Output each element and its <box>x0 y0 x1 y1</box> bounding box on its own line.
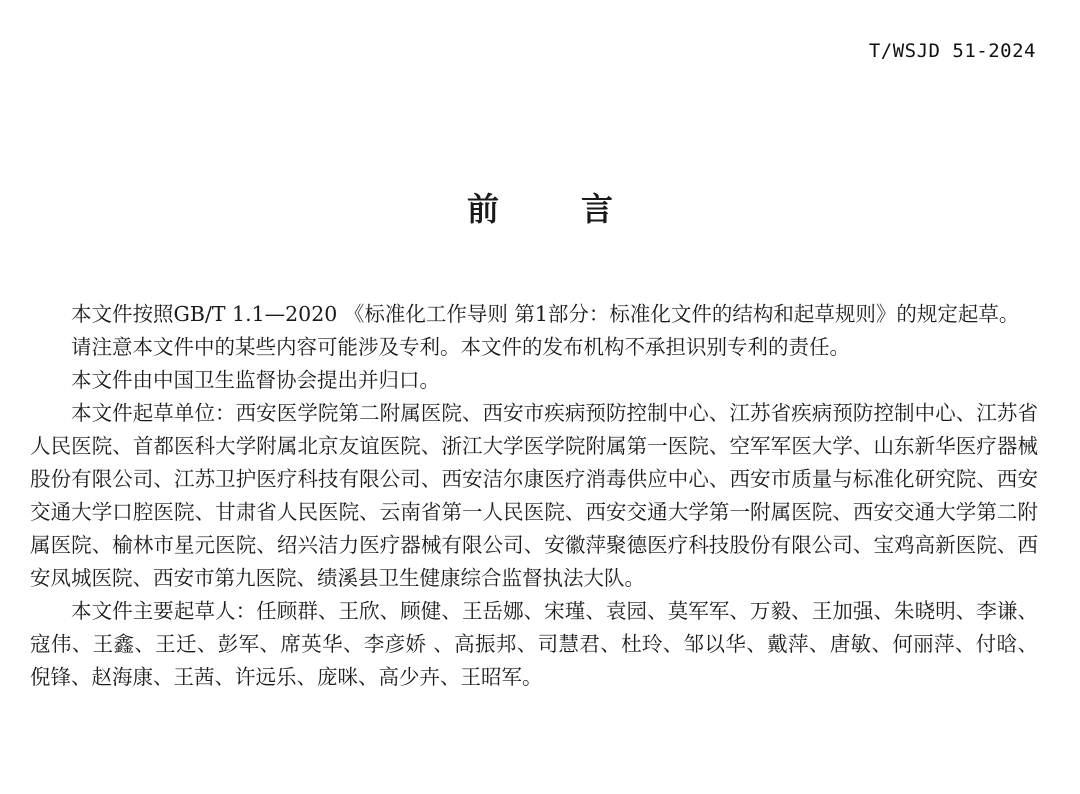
paragraph-drafters: 本文件主要起草人：任顾群、王欣、顾健、王岳娜、宋瑾、袁园、莫军军、万毅、王加强、朱晓明、李谦、寇伟、王鑫、王迁、彭军、席英华、李彦娇 、高振邦、司慧君、杜玲、邹以华、戴萍、唐敏、何丽萍、付晗、倪锋、赵海康、王茜、许远乐、庞咪、高少卉、王昭军。 <box>30 599 1038 689</box>
paragraph-drafting-basis: 本文件按照GB/T 1.1—2020 《标准化工作导则 第1部分：标准化文件的结构和起草规则》的规定起草。 <box>71 302 1020 326</box>
page-title-char-2: 言 <box>581 190 614 228</box>
foreword-body <box>30 298 1038 694</box>
page-title <box>0 184 1080 230</box>
paragraph-drafting-units: 本文件起草单位：西安医学院第二附属医院、西安市疾病预防控制中心、江苏省疾病预防控制中心、江苏省人民医院、首都医科大学附属北京友谊医院、浙江大学医学院附属第一医院、空军军医大学、山东新华医疗器械股份有限公司、江苏卫护医疗科技有限公司、西安洁尔康医疗消毒供应中心、西安市质量与标准化研究院、西安交通大学口腔医院、甘肃省人民医院、云南省第一人民医院、西安交通大学第一附属医院、西安交通大学第二附属医院、榆林市星元医院、绍兴洁力医疗器械有限公司、安徽萍聚德医疗科技股份有限公司、宝鸡高新医院、西安凤城医院、西安市第九医院、绩溪县卫生健康综合监督执法大队。 <box>30 401 1038 590</box>
standard-code: T/WSJD 51-2024 <box>868 40 1036 62</box>
paragraph-patent-notice: 请注意本文件中的某些内容可能涉及专利。本文件的发布机构不承担识别专利的责任。 <box>71 335 850 359</box>
page-title-char-1: 前 <box>466 190 499 228</box>
paragraph-proposer: 本文件由中国卫生监督协会提出并归口。 <box>71 368 440 392</box>
